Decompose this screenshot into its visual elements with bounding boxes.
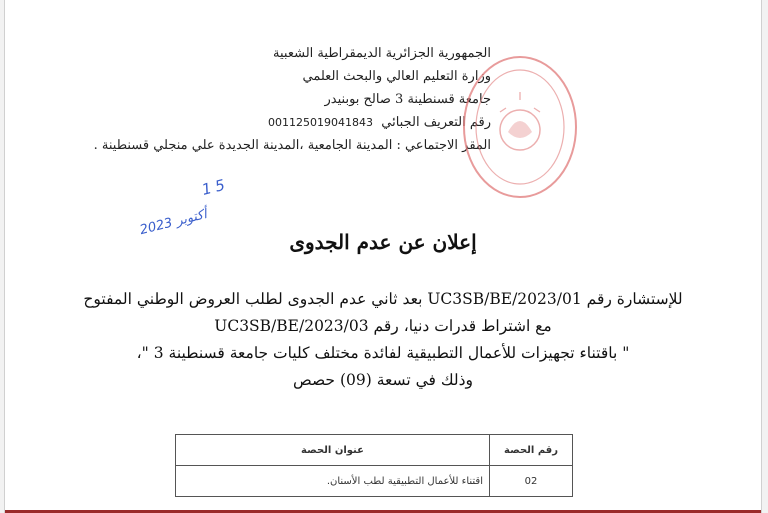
lot-title-header: عنوان الحصة: [176, 435, 490, 466]
letterhead: [93, 42, 491, 157]
lot-number-cell: 02: [490, 466, 573, 497]
table-header-row: [176, 435, 573, 466]
date-stamp-day: 15: [200, 174, 231, 199]
official-seal-icon: [460, 52, 580, 202]
document-page: [4, 0, 762, 513]
ministry-line: وزارة التعليم العالي والبحث العلمي: [302, 69, 491, 84]
university-line: جامعة قسنطينة 3 صالح بوبنيدر: [324, 92, 491, 107]
table-row: [176, 466, 573, 497]
tax-id-value: 001125019041843: [268, 116, 373, 129]
tax-id-label: رقم التعريف الجبائي: [381, 115, 491, 130]
tax-id-line: [131, 111, 491, 134]
announcement-title: إعلان عن عدم الجدوى: [289, 230, 477, 254]
announcement-body: [65, 286, 701, 394]
body-line-4: وذلك في تسعة (09) حصص: [293, 371, 473, 389]
lot-title-cell: اقتناء للأعمال التطبيقية لطب الأسنان.: [176, 466, 490, 497]
date-stamp-month-year: 2023 أكتوبر: [138, 207, 209, 239]
lot-number-header: رقم الحصة: [490, 435, 573, 466]
lots-table: [175, 434, 573, 497]
republic-line: الجمهورية الجزائرية الديمقراطية الشعبية: [273, 46, 491, 61]
address-line: المقر الاجتماعي : المدينة الجامعية ،المدينة الجديدة علي منجلي قسنطينة .: [93, 138, 491, 153]
body-line-2: مع اشتراط قدرات دنيا، رقم 03/UC3SB/BE/2023: [214, 317, 552, 335]
body-line-3: " باقتناء تجهيزات للأعمال التطبيقية لفائدة مختلف كليات جامعة قسنطينة 3 "،: [136, 344, 630, 362]
body-line-1: للإستشارة رقم 01/UC3SB/BE/2023 بعد ثاني عدم الجدوى لطلب العروض الوطني المفتوح: [83, 290, 683, 308]
